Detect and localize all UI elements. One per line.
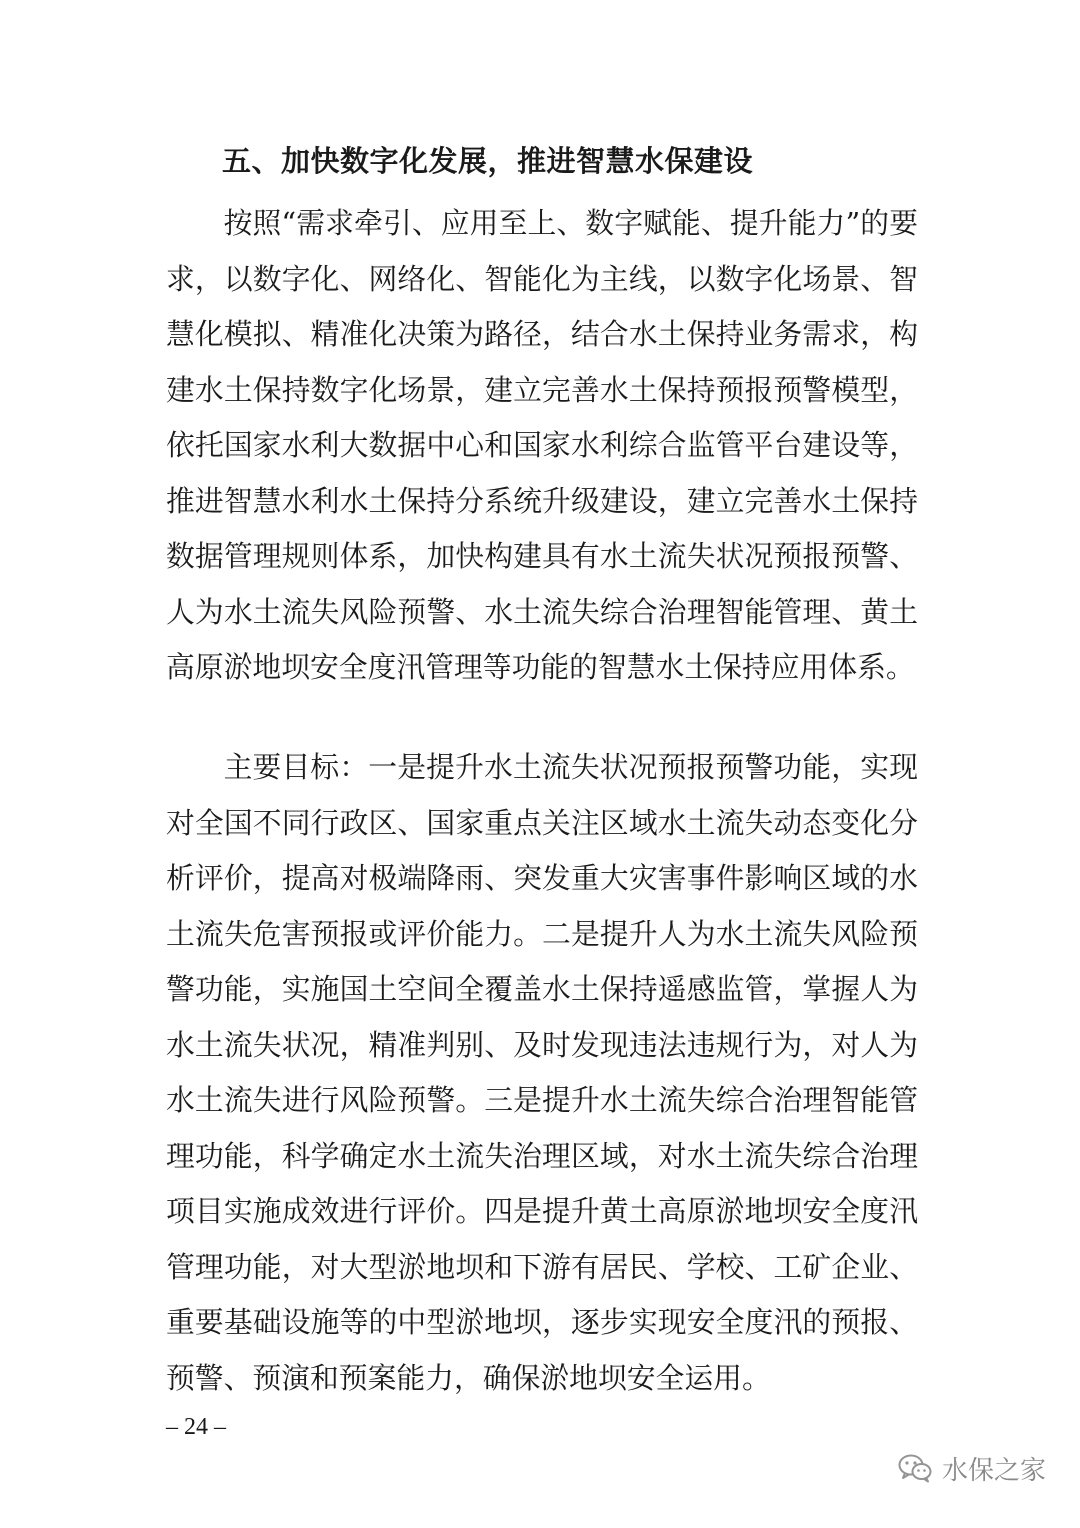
page-number: – 24 – (166, 1414, 226, 1440)
section-heading: 五、加快数字化发展，推进智慧水保建设 (222, 144, 754, 178)
watermark-text: 水保之家 (941, 1455, 1046, 1486)
paragraph-main-goals: 主要目标：一是提升水土流失状况预报预警功能，实现对全国不同行政区、国家重点关注区域水土流失动态变化分析评价，提高对极端降雨、突发重大灾害事件影响区域的水土流失危害预报或评价能力。二是提升人为水土流失风险预警功能，实施国土空间全覆盖水土保持遥感监管，掌握人为水土流失状况，精准判别、及时发现违法违规行为，对人为水土流失进行风险预警。三是提升水土流失综合治理智能管理功能，科学确定水土流失治理区域，对水土流失综合治理项目实施成效进行评价。四是提升黄土高原淤地坝安全度汛管理功能，对大型淤地坝和下游有居民、学校、工矿企业、重要基础设施等的中型淤地坝，逐步实现安全度汛的预报、预警、预演和预案能力，确保淤地坝安全运用。 (166, 750, 918, 1395)
wechat-icon (898, 1453, 932, 1483)
paragraph-requirements: 按照“需求牵引、应用至上、数字赋能、提升能力”的要求，以数字化、网络化、智能化为主线，以数字化场景、智慧化模拟、精准化决策为路径，结合水土保持业务需求，构建水土保持数字化场景，建立完善水土保持预报预警模型，依托国家水利大数据中心和国家水利综合监管平台建设等，推进智慧水利水土保持分系统升级建设，建立完善水土保持数据管理规则体系，加快构建具有水土流失状况预报预警、人为水土流失风险预警、水土流失综合治理智能管理、黄土高原淤地坝安全度汛管理等功能的智慧水土保持应用体系。 (166, 206, 918, 684)
watermark (898, 1448, 1046, 1488)
